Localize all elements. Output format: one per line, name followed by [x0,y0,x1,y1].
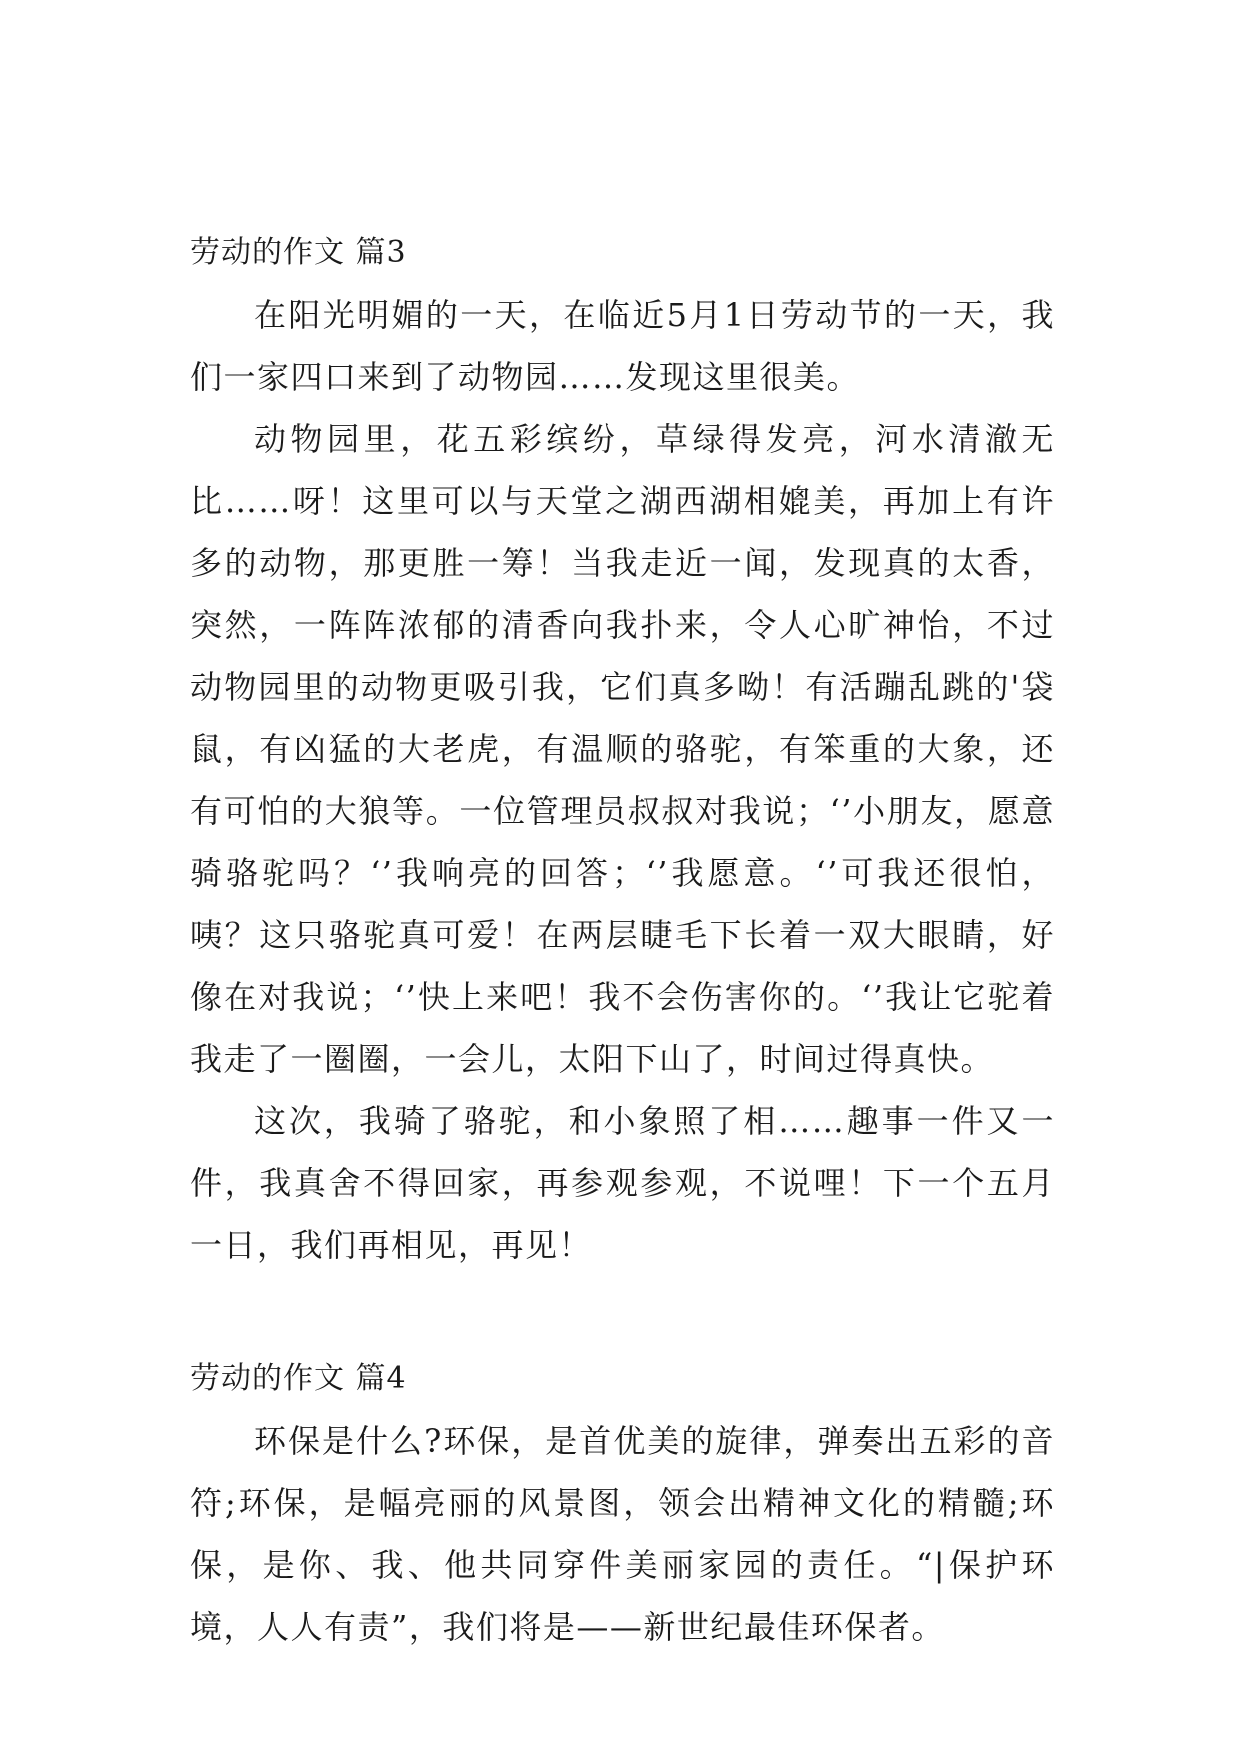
section-title-3: 劳动的作文 篇3 [190,235,407,270]
paragraph: 动物园里，花五彩缤纷，草绿得发亮，河水清澈无比……呀！这里可以与天堂之湖西湖相媲美，再加上有许多的动物，那更胜一筹！当我走近一闻，发现真的太香，突然，一阵阵浓郁的清香向我扑来，令人心旷神怡，不过动物园里的动物更吸引我，它们真多呦！有活蹦乱跳的'袋鼠，有凶猛的大老虎，有温顺的骆驼，有笨重的大象，还有可怕的大狼等。一位管理员叔叔对我说；‘’小朋友，愿意骑骆驼吗？‘’我响亮的回答；‘’我愿意。‘’可我还很怕，咦？这只骆驼真可爱！在两层睫毛下长着一双大眼睛，好像在对我说；‘’快上来吧！我不会伤害你的。‘’我让它驼着我走了一圈圈，一会儿，太阳下山了，时间过得真快。 [190,420,1055,1078]
paragraph: 在阳光明媚的一天，在临近5月1日劳动节的一天，我们一家四口来到了动物园……发现这里很美。 [190,296,1055,396]
section-title-4: 劳动的作文 篇4 [190,1361,407,1396]
document-page [190,222,1055,1658]
paragraph: 这次，我骑了骆驼，和小象照了相……趣事一件又一件，我真舍不得回家，再参观参观，不说哩！下一个五月一日，我们再相见，再见！ [190,1102,1055,1264]
section-spacer [190,1276,1055,1348]
paragraph: 环保是什么?环保，是首优美的旋律，弹奏出五彩的音符;环保，是幅亮丽的风景图，领会出精神文化的精髓;环保，是你、我、他共同穿件美丽家园的责任。“|保护环境，人人有责”，我们将是——新世纪最佳环保者。 [190,1422,1055,1646]
